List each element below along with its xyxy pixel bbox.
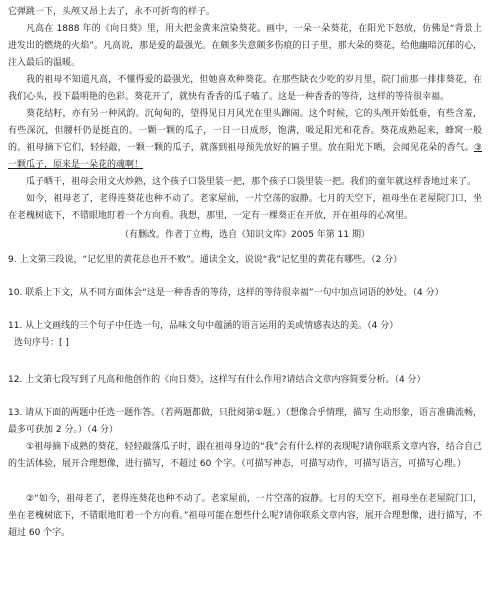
passage-paragraph-3	[8, 106, 482, 174]
question-13-option-1: ①祖母摘下成熟的葵花，轻轻敲落瓜子时，跟在祖母身边的“我”会有什么样的表现呢?请你联系文章内容，结合自己的生活体验，展开合理想像，进行描写，不超过 60 个字。（可描写神态，可描写动作，可描写语言，可描写心理。）	[8, 442, 482, 469]
question-13-option-2: ②“如今，祖母老了，老得连葵花也种不动了。老家屋前，一片空荡的寂静。七月的天空下，祖母坐在老屋院门口，坐在老槐树底下，不错眼地盯着一个方向看。”祖母可能在想些什么呢?请你联系文章内容，展开合理想像，进行描写，不超过 60 个字。	[8, 494, 482, 538]
question-11: 11. 从上文画线的三个句子中任选一句，品味文句中蕴涵的语言运用的美或情感表达的美。（4 分）	[8, 321, 399, 331]
passage-source: （有删改。作者丁立梅，选自《知识文库》2005 年第 11 期）	[120, 230, 370, 240]
question-9: 9. 上文第三段说，“记忆里的黄花总也开不败”。通读全文，说说“我”记忆里的黄花有哪些。（2 分）	[8, 255, 403, 265]
passage-paragraph-2: 我的祖母不知道凡高，不懂得爱的最强光，但她喜欢种葵花。在那些缺衣少吃的岁月里，院门前那一排排葵花，在我们心头，投下最明艳的色彩。葵花开了，就快有香香的瓜子嗑了。这是一种香香的等待，这样的等待很幸福。	[8, 75, 482, 102]
passage-paragraph-1: 凡高在 1888 年的《向日葵》里，用大把金黄来渲染葵花。画中，一朵一朵葵花，在阳光下怒放，仿佛是“背景上进发出的燃烧的火焰”。凡高说，那是爱的最强光。在颇多失意颇多伤痕的日子里，那大朵的葵花，给他幽暗沉郁的心，注入最后的温暖。	[8, 24, 482, 68]
underlined-sentence-3: ③一颗瓜子，原来是一朵花的魂啊！	[8, 143, 482, 170]
passage-paragraph-0: 它弹跳一下，头颅又昂上去了，永不可折弯的样子。	[8, 7, 216, 17]
question-10: 10. 联系上下文，从不同方面体会“这是一种香香的等待，这样的等待很幸福”一句中加点词语的妙处。（4 分）	[8, 288, 444, 298]
question-12: 12. 上文第七段写到了凡高和他创作的《向日葵》，这样写有什么作用?请结合文章内容简要分析。（4 分）	[8, 375, 426, 385]
passage-paragraph-3-text: 葵花结籽，亦有另一种风韵。沉甸甸的，望得见日月风光在里头蹿闹。这个时候，它的头颅开始低垂，有些含羞，有些深沉，但腰杆仍是挺直的。一颗一颗的瓜子，一日一日成形，饱满，吸足阳光和花香。葵花成熟起来，蜂窝一般的。祖母摘下它们，轻轻敲，一颗一颗的瓜子，就落到祖母预先放好的匾子里。放在阳光下晒，会闻见花朵的香气。	[8, 109, 482, 153]
question-11-choice-blank[interactable]: 选句序号：[ ]	[14, 338, 69, 348]
passage-paragraph-5: 如今，祖母老了，老得连葵花也种不动了。老家屋前，一片空荡的寂静。七月的天空下，祖母坐在老屋院门口，坐在老槐树底下，不错眼地盯着一个方向看。我想，那里，一定有一棵葵正在开放，开在祖母的心窝里。	[8, 194, 482, 221]
passage-paragraph-4: 瓜子晒干，祖母会用文火炒熟，这个孩子口袋里装一把，那个孩子口袋里装一把。我们的童年就这样香地过来了。	[26, 177, 477, 187]
question-13: 13. 请从下面的两题中任选一题作答。（若两题都做，只批阅第①题。）（想像合乎情理，描写 生动形象，语言准确流畅，最多可获加 2 分。）（4 分）	[8, 408, 482, 435]
